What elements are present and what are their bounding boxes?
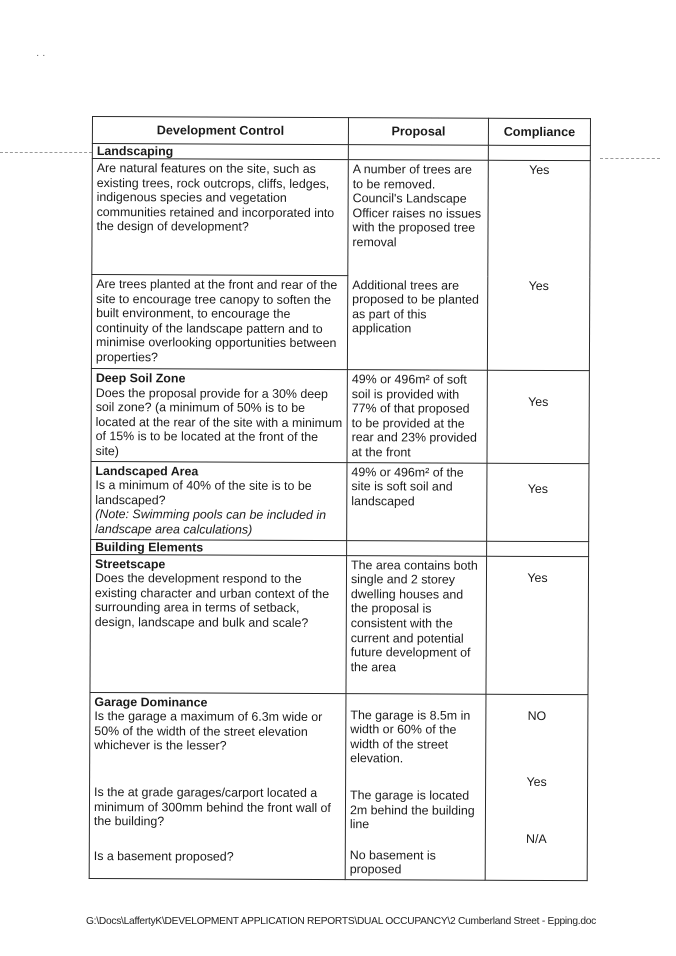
- control-note: (Note: Swimming pools can be included in landscape area calculations): [95, 507, 327, 537]
- development-control-table: [89, 116, 591, 881]
- table-row-deep-soil-zone: [91, 368, 589, 463]
- table-row-natural-features: [92, 159, 591, 277]
- header-development-control: Development Control: [92, 117, 348, 145]
- scan-dashed-line-right: [600, 158, 660, 159]
- row-heading-streetscape: Streetscape: [95, 556, 166, 571]
- compliance-cell: Yes: [487, 463, 589, 541]
- control-text: Does the proposal provide for a 30% deep soil zone? (a minimum of 50% is to be located at the rear of the site with a minimum of 15% is to be located at the front of the site): [95, 385, 343, 459]
- control-text: Is a basement proposed?: [93, 848, 234, 864]
- header-compliance: Compliance: [488, 118, 590, 145]
- compliance-value: NO: [527, 708, 547, 723]
- compliance-cell: Yes: [488, 160, 591, 276]
- proposal-cell: 49% or 496m² of soft soil is provided with 77% of that proposed to be provided at the rear and 23% provided at the front: [347, 370, 487, 463]
- section-title-landscaping: Landscaping: [92, 144, 348, 160]
- scan-dashed-line-left: [0, 152, 92, 153]
- control-cell: Are natural features on the site, such as existing trees, rock outcrops, cliffs, ledges, indigenous species and vegetation communities retained and incorporated into the design of development?: [92, 159, 349, 276]
- section-row-building-elements: [91, 539, 589, 556]
- proposal-cell: A number of trees are to be removed. Council's Landscape Officer raises no issues with the proposed tree removal: [348, 160, 489, 277]
- proposal-cell: [345, 693, 486, 880]
- control-cell: Are trees planted at the front and rear of the site to encourage tree canopy to soften the built environment, to encourage the continuity of the landscape pattern and to minimise overlooking opportunities between properties?: [91, 275, 347, 370]
- proposal-text: The garage is located 2m behind the building line: [349, 788, 475, 832]
- compliance-cell: Yes: [486, 556, 589, 694]
- compliance-value: N/A: [525, 831, 547, 846]
- control-cell: [90, 554, 347, 693]
- compliance-cell: Yes: [487, 370, 589, 463]
- table-row-garage-dominance: [89, 692, 588, 881]
- control-cell: [91, 461, 347, 540]
- section-row-landscaping: [92, 144, 590, 161]
- control-cell: [89, 692, 346, 879]
- proposal-cell: 49% or 496m² of the site is soft soil and landscaped: [347, 462, 487, 541]
- table-row-tree-planting: [91, 275, 589, 371]
- proposal-text: No basement is proposed: [349, 847, 436, 877]
- row-heading-deep-soil-zone: Deep Soil Zone: [95, 371, 186, 386]
- table-header-row: [92, 117, 590, 146]
- row-heading-landscaped-area: Landscaped Area: [95, 463, 199, 479]
- control-text: Is the garage a maximum of 6.3m wide or 50% of the width of the street elevation whichever is the lesser?: [94, 709, 323, 753]
- compliance-cell: Yes: [487, 276, 589, 370]
- table-row-landscaped-area: [91, 461, 589, 541]
- control-text: Does the development respond to the existing character and urban context of the surrounding area in terms of setback, design, landscape and bulk and scale?: [94, 571, 330, 630]
- row-heading-garage-dominance: Garage Dominance: [94, 694, 208, 710]
- compliance-cell: [485, 694, 588, 881]
- proposal-cell: Additional trees are proposed to be planted as part of this application: [347, 276, 487, 371]
- proposal-text: The garage is 8.5m in width or 60% of the width of the street elevation.: [350, 707, 471, 766]
- header-proposal: Proposal: [348, 118, 488, 146]
- control-cell: [91, 368, 347, 462]
- table-row-streetscape: [90, 554, 589, 694]
- section-title-building-elements: Building Elements: [91, 539, 347, 555]
- document-file-path: G:\Docs\LaffertyK\DEVELOPMENT APPLICATION REPORTS\DUAL OCCUPANCY\2 Cumberland Street - Epping.doc: [86, 916, 597, 927]
- control-text: Is the at grade garages/carport located a minimum of 300mm behind the front wall of the building?: [93, 784, 331, 829]
- control-text: Is a minimum of 40% of the site is to be landscaped?: [95, 478, 312, 508]
- scan-dots: · ·: [36, 50, 46, 61]
- compliance-value: Yes: [526, 775, 547, 790]
- proposal-cell: The area contains both single and 2 storey dwelling houses and the proposal is consistent with the current and potential future development of the area: [346, 555, 487, 694]
